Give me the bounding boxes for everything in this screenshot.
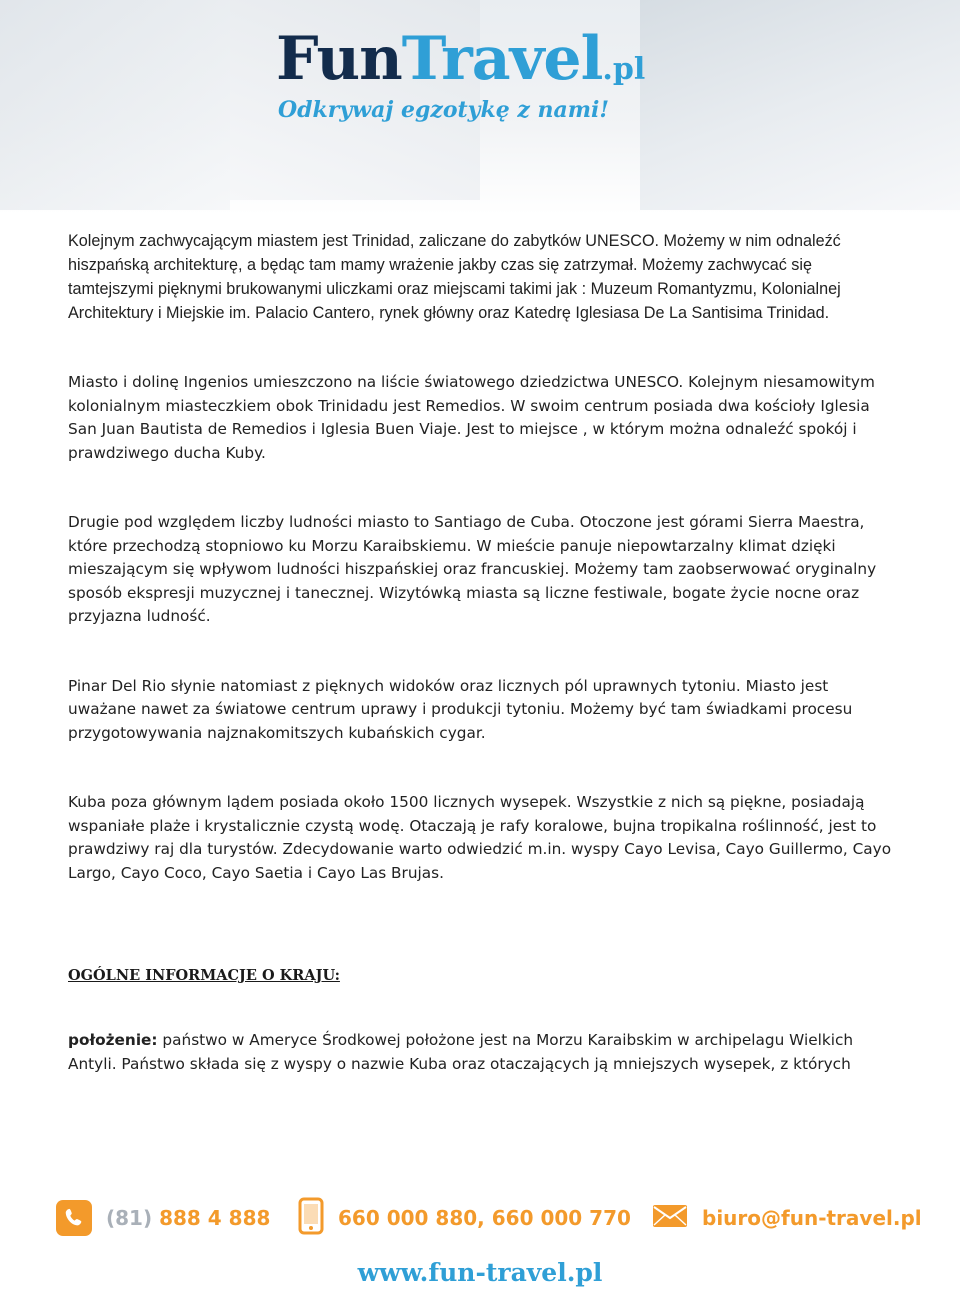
paragraph-location	[68, 1029, 898, 1076]
website-link[interactable]: www.fun-travel.pl	[357, 1258, 603, 1287]
mobile-phone-icon	[298, 1197, 324, 1239]
tagline: Odkrywaj egzotykę z nami!	[278, 97, 610, 123]
logo-fun: Fun	[276, 24, 402, 94]
banner-photo-left	[0, 0, 230, 210]
envelope-icon	[652, 1204, 688, 1232]
contact-bar	[56, 1196, 926, 1240]
paragraph-santiago: Drugie pod względem liczby ludności miasto to Santiago de Cuba. Otoczone jest górami Sierra Maestra, które przechodzą stopniowo ku Morzu Karaibskiemu. W mieście panuje niepowtarzalny klimat dzięki mieszającym się wpływom ludności hiszpańskiej oraz francuskiej. Możemy tam zaobserwować oryginalny sposób ekspresji muzycznej i tanecznej. Wizytówką miasta są liczne festiwale, bogate życie nocne oraz przyjazna ludność.	[68, 513, 877, 625]
phone-prefix: (81)	[106, 1206, 153, 1230]
location-text: państwo w Ameryce Środkowej położone jest na Morzu Karaibskim w archipelagu Wielkich Antyli. Państwo składa się z wyspy o nazwie Kuba oraz otaczających ją mniejszych wysepek, z których	[68, 1031, 854, 1073]
location-label: położenie:	[68, 1031, 158, 1049]
contact-phone[interactable]	[56, 1196, 270, 1240]
article-body	[68, 229, 898, 1076]
phone-number: 888 4 888	[152, 1206, 271, 1230]
paragraph-islands: Kuba poza głównym lądem posiada około 1500 licznych wysepek. Wszystkie z nich są piękne, posiadają wspaniałe plaże i krystalicznie czystą wodę. Otaczają je rafy koralowe, bujna tropikalna roślinność, jest to prawdziwy raj dla turystów. Zdecydowanie warto odwiedzić m.in. wyspy Cayo Levisa, Cayo Guillermo, Cayo Largo, Cayo Coco, Cayo Saetia i Cayo Las Brujas.	[68, 793, 892, 882]
paragraph-pinar-del-rio: Pinar Del Rio słynie natomiast z pięknych widoków oraz licznych pól uprawnych tytoniu. Miasto jest uważane nawet za światowe centrum uprawy i produkcji tytoniu. Możemy być tam świadkami procesu przygotowywania najznakomitszych kubańskich cygar.	[68, 676, 853, 742]
mobile-text: 660 000 880, 660 000 770	[338, 1206, 631, 1230]
logo-tld: .pl	[602, 52, 646, 87]
phone-icon	[56, 1200, 92, 1236]
paragraph-remedios: Miasto i dolinę Ingenios umieszczono na liście światowego dziedzictwa UNESCO. Kolejnym niesamowitym kolonialnym miasteczkiem obok Trinidadu jest Remedios. W swoim centrum posiada dwa kościoły Iglesia San Juan Bautista de Remedios i Iglesia Buen Viaje. Jest to miejsce , w którym można odnaleźć spokój i prawdziwego ducha Kuby.	[68, 373, 875, 462]
banner-photo-right	[640, 0, 960, 210]
contact-email[interactable]	[652, 1196, 922, 1240]
logo-travel: Travel	[401, 24, 603, 94]
contact-mobile[interactable]	[298, 1196, 631, 1240]
section-heading-general-info: OGÓLNE INFORMACJE O KRAJU:	[68, 967, 340, 984]
site-logo[interactable]	[276, 24, 645, 94]
header-banner	[0, 0, 960, 215]
email-text: biuro@fun-travel.pl	[702, 1206, 922, 1230]
paragraph-trinidad: Kolejnym zachwycającym miastem jest Trinidad, zaliczane do zabytków UNESCO. Możemy w nim odnaleźć hiszpańską architekturę, a będąc tam mamy wrażenie jakby czas się zatrzymał. Możemy zachwycać się tamtejszymi pięknymi brukowanymi uliczkami oraz miejscami takimi jak : Muzeum Romantyzmu, Kolonialnej Architektury i Miejskie im. Palacio Cantero, rynek główny oraz Katedrę Iglesiasa De La Santisima Trinidad.	[68, 232, 841, 322]
phone-text	[106, 1206, 270, 1230]
